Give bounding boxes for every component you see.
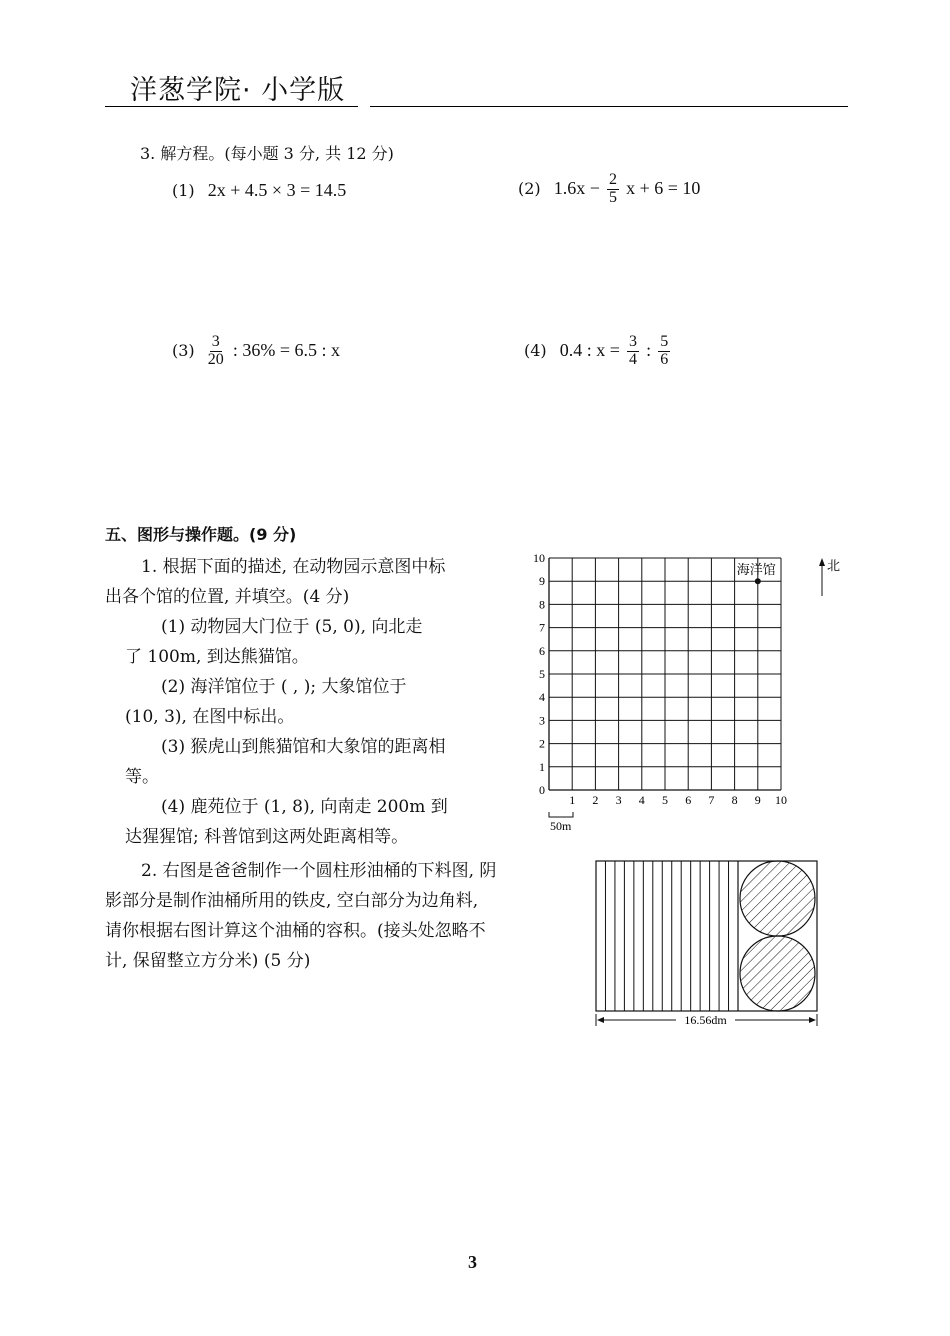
p1-s3a: (3) 猴虎山到熊猫馆和大象馆的距离相 bbox=[161, 737, 446, 757]
q3-title: 3. 解方程。(每小题 3 分, 共 12 分) bbox=[140, 144, 394, 163]
problem-2-text bbox=[105, 856, 545, 976]
grid-x-tick-label: 2 bbox=[592, 793, 599, 807]
p1-line1: 1. 根据下面的描述, 在动物园示意图中标 bbox=[141, 557, 446, 577]
grid-y-tick-label: 10 bbox=[533, 551, 545, 565]
header-rule-left bbox=[105, 106, 358, 107]
p2-line1: 2. 右图是爸爸制作一个圆柱形油桶的下料图, 阴 bbox=[141, 861, 497, 881]
p1-s1a: (1) 动物园大门位于 (5, 0), 向北走 bbox=[161, 617, 423, 637]
p2-line3: 请你根据右图计算这个油桶的容积。(接头处忽略不 bbox=[105, 921, 486, 941]
eq4-denominator-1: 4 bbox=[629, 350, 638, 368]
eq4-pre: 0.4 : x = bbox=[559, 339, 620, 360]
grid-y-tick-label: 2 bbox=[539, 736, 545, 751]
grid-y-tick-label: 8 bbox=[539, 597, 545, 612]
p1-s3b: 等。 bbox=[125, 767, 159, 787]
north-label: 北 bbox=[827, 558, 841, 573]
eq3-numerator: 3 bbox=[211, 333, 220, 350]
eq4-numerator-2: 5 bbox=[660, 333, 669, 350]
cylinder-cutting-diagram bbox=[588, 856, 828, 1031]
scale-bar bbox=[549, 812, 573, 817]
problem-1-text bbox=[105, 552, 505, 852]
grid-y-tick-label: 4 bbox=[539, 690, 545, 705]
eq2-fraction bbox=[607, 172, 619, 207]
eq3-fraction bbox=[206, 334, 226, 369]
p1-s1b: 了 100m, 到达熊猫馆。 bbox=[125, 647, 309, 667]
grid-y-tick-label: 3 bbox=[539, 713, 545, 728]
p1-s2b: (10, 3), 在图中标出。 bbox=[125, 707, 295, 727]
p1-s2a: (2) 海洋馆位于 ( , ); 大象馆位于 bbox=[161, 677, 407, 697]
page-number: 3 bbox=[468, 1252, 477, 1272]
eq2-denominator: 5 bbox=[609, 188, 618, 206]
grid-x-tick-label: 10 bbox=[775, 793, 787, 807]
section5-title: 五、图形与操作题。(9 分) bbox=[105, 525, 297, 544]
eq4-label: (4) bbox=[524, 340, 547, 360]
grid-y-tick-labels bbox=[533, 551, 545, 797]
eq4 bbox=[524, 334, 672, 369]
eq2-post: x + 6 = 10 bbox=[626, 177, 701, 198]
grid-x-tick-label: 5 bbox=[662, 793, 668, 807]
grid-y-tick-label: 7 bbox=[539, 620, 545, 635]
eq4-fraction-2 bbox=[658, 334, 670, 369]
dimension-arrow-right-icon bbox=[809, 1017, 816, 1023]
grid-y-tick-label: 9 bbox=[539, 574, 545, 589]
bottom-circle bbox=[740, 936, 815, 1011]
top-circle bbox=[740, 861, 815, 936]
eq4-colon: : bbox=[646, 339, 652, 360]
p1-s4b: 达猩猩馆; 科普馆到这两处距离相等。 bbox=[125, 827, 409, 847]
eq2-pre: 1.6x − bbox=[553, 177, 600, 198]
grid-y-tick-label: 6 bbox=[539, 643, 545, 658]
grid-x-tick-label: 6 bbox=[685, 793, 692, 807]
width-label: 16.56dm bbox=[684, 1013, 727, 1027]
grid-x-tick-label: 1 bbox=[569, 793, 576, 807]
grid-x-tick-label: 7 bbox=[708, 793, 715, 807]
eq2-numerator: 2 bbox=[609, 171, 618, 188]
eq4-denominator-2: 6 bbox=[660, 350, 669, 368]
header-title: 洋葱学院· 小学版 bbox=[130, 75, 346, 106]
grid-x-tick-label: 9 bbox=[754, 793, 761, 807]
dimension-arrow-left-icon bbox=[597, 1017, 604, 1023]
grid-x-tick-labels bbox=[569, 793, 787, 807]
eq1-expression: 2x + 4.5 × 3 = 14.5 bbox=[207, 180, 347, 200]
grid-x-tick-label: 8 bbox=[731, 793, 738, 807]
header-rule-right bbox=[370, 106, 848, 107]
eq4-numerator-1: 3 bbox=[629, 333, 638, 350]
p2-line4: 计, 保留整立方分米) (5 分) bbox=[105, 951, 311, 971]
grid-y-tick-label: 5 bbox=[539, 667, 545, 681]
p2-line2: 影部分是制作油桶所用的铁皮, 空白部分为边角料, bbox=[105, 891, 479, 911]
grid-lines bbox=[549, 558, 781, 790]
grid-x-tick-label: 3 bbox=[615, 793, 622, 807]
p1-s4a: (4) 鹿苑位于 (1, 8), 向南走 200m 到 bbox=[161, 797, 448, 817]
zoo-grid-map bbox=[528, 550, 848, 835]
eq2 bbox=[518, 172, 700, 207]
eq3 bbox=[172, 334, 340, 369]
landmark-point bbox=[755, 578, 761, 584]
eq3-post: : 36% = 6.5 : x bbox=[232, 339, 341, 360]
eq2-label: (2) bbox=[518, 178, 541, 198]
north-arrow-icon bbox=[819, 558, 825, 566]
grid-y-tick-label: 1 bbox=[539, 759, 545, 774]
landmark-label: 海洋馆 bbox=[736, 562, 776, 578]
p1-line2: 出各个馆的位置, 并填空。(4 分) bbox=[105, 587, 350, 607]
eq4-fraction-1 bbox=[627, 334, 639, 369]
eq1 bbox=[172, 181, 346, 199]
grid-x-tick-label: 4 bbox=[638, 793, 645, 807]
grid-y-tick-label: 0 bbox=[539, 783, 545, 797]
eq3-denominator: 20 bbox=[207, 350, 224, 368]
scale-label: 50m bbox=[550, 819, 572, 833]
eq1-label: (1) bbox=[172, 181, 195, 200]
eq3-label: (3) bbox=[172, 340, 195, 360]
